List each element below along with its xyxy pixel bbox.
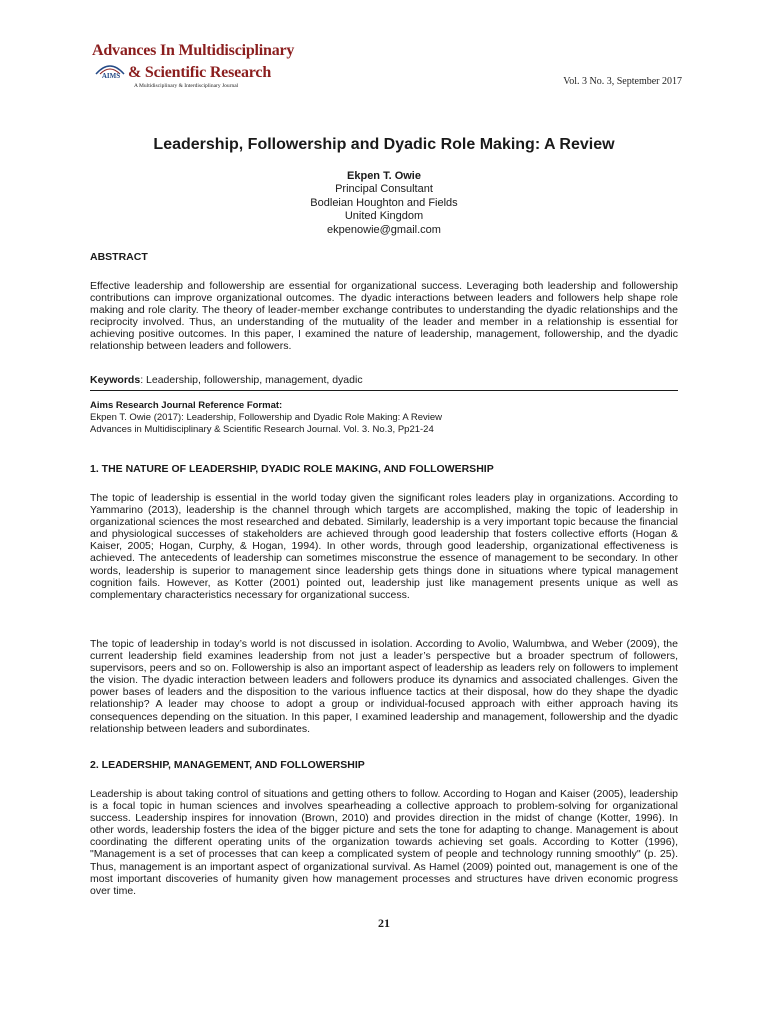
author-email: ekpenowie@gmail.com [327,223,441,236]
section-2-heading: 2. LEADERSHIP, MANAGEMENT, AND FOLLOWERSHIP [90,759,365,771]
volume-info: Vol. 3 No. 3, September 2017 [563,76,682,87]
keywords-label: Keywords [90,374,141,386]
author-name: Ekpen T. Owie [347,170,421,182]
separator-rule [90,390,678,391]
emblem-text: AIMS [101,72,121,80]
journal-name-line2: & Scientific Research [128,64,272,81]
section-1-paragraph-2: The topic of leadership in today’s world is not discussed in isolation. According to Avolio, Walumbwa, and Weber (2009), the current leadership field examines leadership from not just a leader’s perspective but a broader spectrum of followers, supervisors, peers and so on. Followership is also an important aspect of leadership as leaders rely on followers to implement the vision. The dyadic interaction between leaders and followers produce its dynamics and associated challenges. Given the power bases of leaders and the disposition to the various influence tactics at their disposal, how do they shape the dyadic relationship? A leader may choose to adopt a group or individual-focused approach with either approach having its consequences depending on the situation. In this paper, I examined leadership and management, followership and the dyadic relationship between leaders and subordinates. [90,638,678,735]
reference-line-1: Ekpen T. Owie (2017): Leadership, Followership and Dyadic Role Making: A Review [90,412,443,424]
section-2-paragraph-1: Leadership is about taking control of situations and getting others to follow. According to Hogan and Kaiser (2005), leadership is a focal topic in human sciences and involves spearheading a collective approach to problem-solving for organizational success. Leadership inspires for innovation (Brown, 2010) and provides direction in the midst of change (Kotter, 1996). In other words, leadership fosters the idea of the bigger picture and sets the tone for adapting to change. Management is about coordinating the different operating units of the organization towards achieving set goals. According to Kotter (1996), "Management is a set of processes that can keep a complicated system of people and technology running smoothly" (p. 25). Thus, management is an important aspect of organizational survival. As Hamel (2009) pointed out, management is one of the most important discoveries of humanity given how management processes and structures have driven economic progress over time. [90,788,678,897]
abstract-text: Effective leadership and followership are essential for organizational success. Leveraging both leadership and followership contributions can improve organizational outcomes. The dyadic interactions between leaders and followers help shape role making and role clarity. The theory of leader-member exchange contributes to understanding the dyadic relationships and the reciprocity involved. Thus, an understanding of the mutuality of the leader and member in a relationship is essential for achieving positive outcomes. In this paper, I examined the nature of leadership, management, followership, and the dyadic relationship between leaders and followers. [90,280,678,353]
author-affiliation-2: Bodleian Houghton and Fields [310,196,458,209]
abstract-heading: ABSTRACT [90,251,148,263]
author-affiliation-1: Principal Consultant [335,183,433,196]
reference-format [90,400,678,435]
reference-line-2: Advances in Multidisciplinary & Scientific Research Journal. Vol. 3. No.3, Pp21-24 [90,423,434,435]
article-title: Leadership, Followership and Dyadic Role Making: A Review [153,136,615,153]
author-block [0,170,768,237]
journal-tagline: A Multidisciplinary & Interdisciplinary Journal [134,83,239,89]
reference-format-label: Aims Research Journal Reference Format: [90,400,283,411]
journal-logo [88,42,295,94]
section-1-paragraph-1: The topic of leadership is essential in the world today given the significant roles leaders play in organizations. According to Yammarino (2013), leadership is the channel through which targets are accomplished, making the topic of leadership in organizational sciences the most researched and debated. Similarly, leadership is a very important topic because the financial and physiological successes of stakeholders are achieved through good leadership that fosters collective efforts (Hogan & Kaiser, 2005; Hogan, Curphy, & Hogan, 1994). In other words, through good leadership, organizational effectiveness is achieved. The antecedents of leadership can sometimes misconstrue the essence of management to be secondary. In other words, leadership is superior to management since leadership gets things done in situations where typical management cognition fails. However, as Kotter (2001) pointed out, leadership just like management presents unique as well as complementary characteristics necessary for organizational success. [90,492,678,601]
keywords-list: Leadership, followership, management, dyadic [146,374,363,386]
journal-name-line1: Advances In Multidisciplinary [92,42,295,59]
section-1-heading: 1. THE NATURE OF LEADERSHIP, DYADIC ROLE MAKING, AND FOLLOWERSHIP [90,463,494,475]
page-number: 21 [378,916,390,930]
keywords-separator: : [140,374,147,386]
author-affiliation-3: United Kingdom [344,210,424,223]
keywords-line [90,374,678,386]
aims-emblem-icon [94,60,126,84]
